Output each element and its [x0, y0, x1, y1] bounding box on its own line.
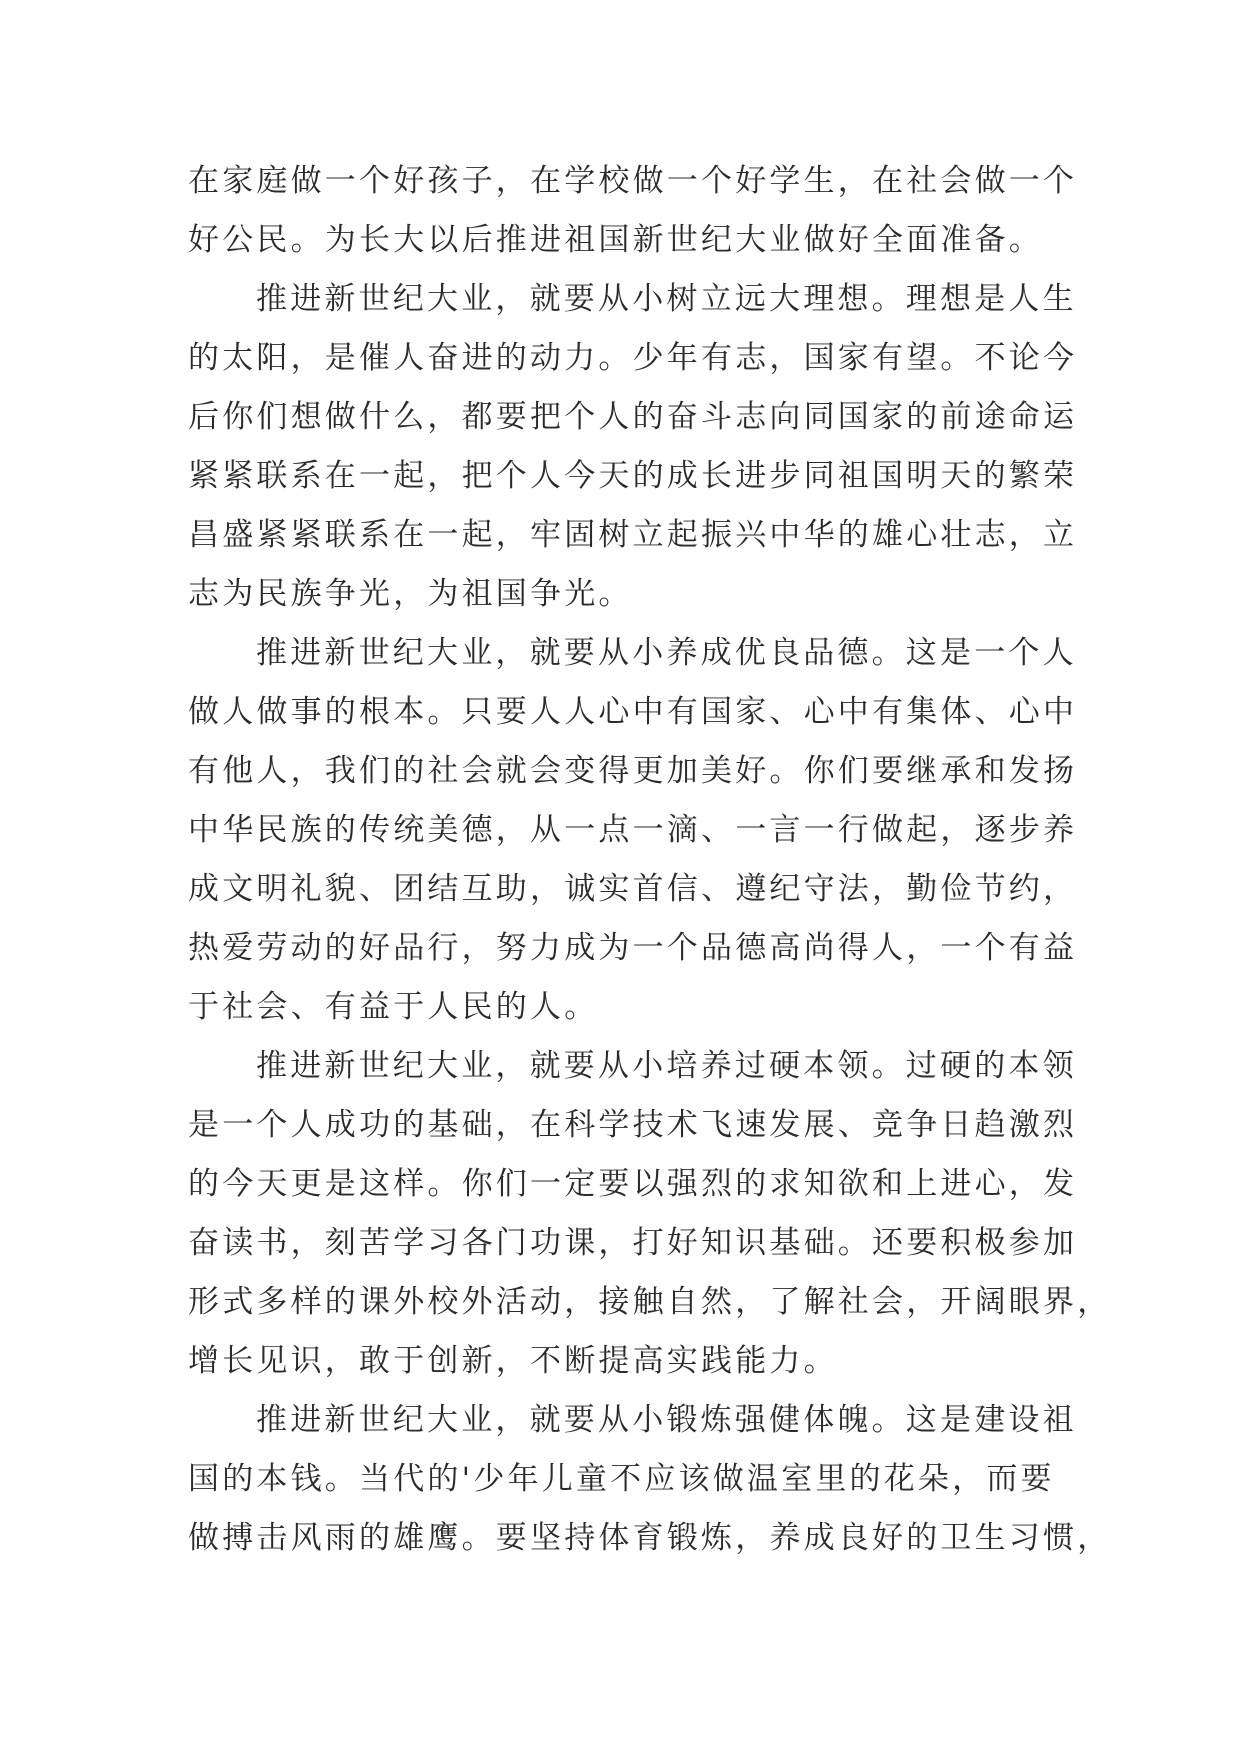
text-line: 于社会、有益于人民的人。 [188, 989, 599, 1025]
text-line: 有他人，我们的社会就会变得更加美好。你们要继承和发扬 [188, 753, 1078, 789]
text-line: 是一个人成功的基础，在科学技术飞速发展、竞争日趋激烈 [188, 1107, 1078, 1143]
paragraph-start-line: 推进新世纪大业，就要从小锻炼强健体魄。这是建设祖 [256, 1402, 1077, 1438]
text-line: 做搏击风雨的雄鹰。要坚持体育锻炼，养成良好的卫生习惯， [188, 1520, 1112, 1556]
paragraph-start-line: 推进新世纪大业，就要从小培养过硬本领。过硬的本领 [256, 1048, 1077, 1084]
text-line: 热爱劳动的好品行，努力成为一个品德高尚得人，一个有益 [188, 930, 1078, 966]
text-line: 后你们想做什么，都要把个人的奋斗志向同国家的前途命运 [188, 399, 1078, 435]
text-line: 的太阳，是催人奋进的动力。少年有志，国家有望。不论今 [188, 340, 1078, 376]
paragraph-start-line: 推进新世纪大业，就要从小树立远大理想。理想是人生 [256, 281, 1077, 317]
text-line: 形式多样的课外校外活动，接触自然，了解社会，开阔眼界， [188, 1284, 1112, 1320]
text-line: 中华民族的传统美德，从一点一滴、一言一行做起，逐步养 [188, 812, 1078, 848]
paragraph-start-line: 推进新世纪大业，就要从小养成优良品德。这是一个人 [256, 635, 1077, 671]
text-line: 增长见识，敢于创新，不断提高实践能力。 [188, 1343, 838, 1379]
text-line: 好公民。为长大以后推进祖国新世纪大业做好全面准备。 [188, 222, 1043, 258]
text-line: 的今天更是这样。你们一定要以强烈的求知欲和上进心，发 [188, 1166, 1078, 1202]
text-line: 国的本钱。当代的'少年儿童不应该做温室里的花朵，而要 [188, 1461, 1055, 1497]
text-line: 成文明礼貌、团结互助，诚实首信、遵纪守法，勤俭节约， [188, 871, 1078, 907]
text-line: 昌盛紧紧联系在一起，牢固树立起振兴中华的雄心壮志，立 [188, 517, 1078, 553]
text-line: 志为民族争光，为祖国争光。 [188, 576, 633, 612]
text-line: 紧紧联系在一起，把个人今天的成长进步同祖国明天的繁荣 [188, 458, 1078, 494]
text-line: 奋读书，刻苦学习各门功课，打好知识基础。还要积极参加 [188, 1225, 1078, 1261]
text-line: 在家庭做一个好孩子，在学校做一个好学生，在社会做一个 [188, 163, 1078, 199]
body-text [188, 152, 1112, 1568]
text-line: 做人做事的根本。只要人人心中有国家、心中有集体、心中 [188, 694, 1078, 730]
